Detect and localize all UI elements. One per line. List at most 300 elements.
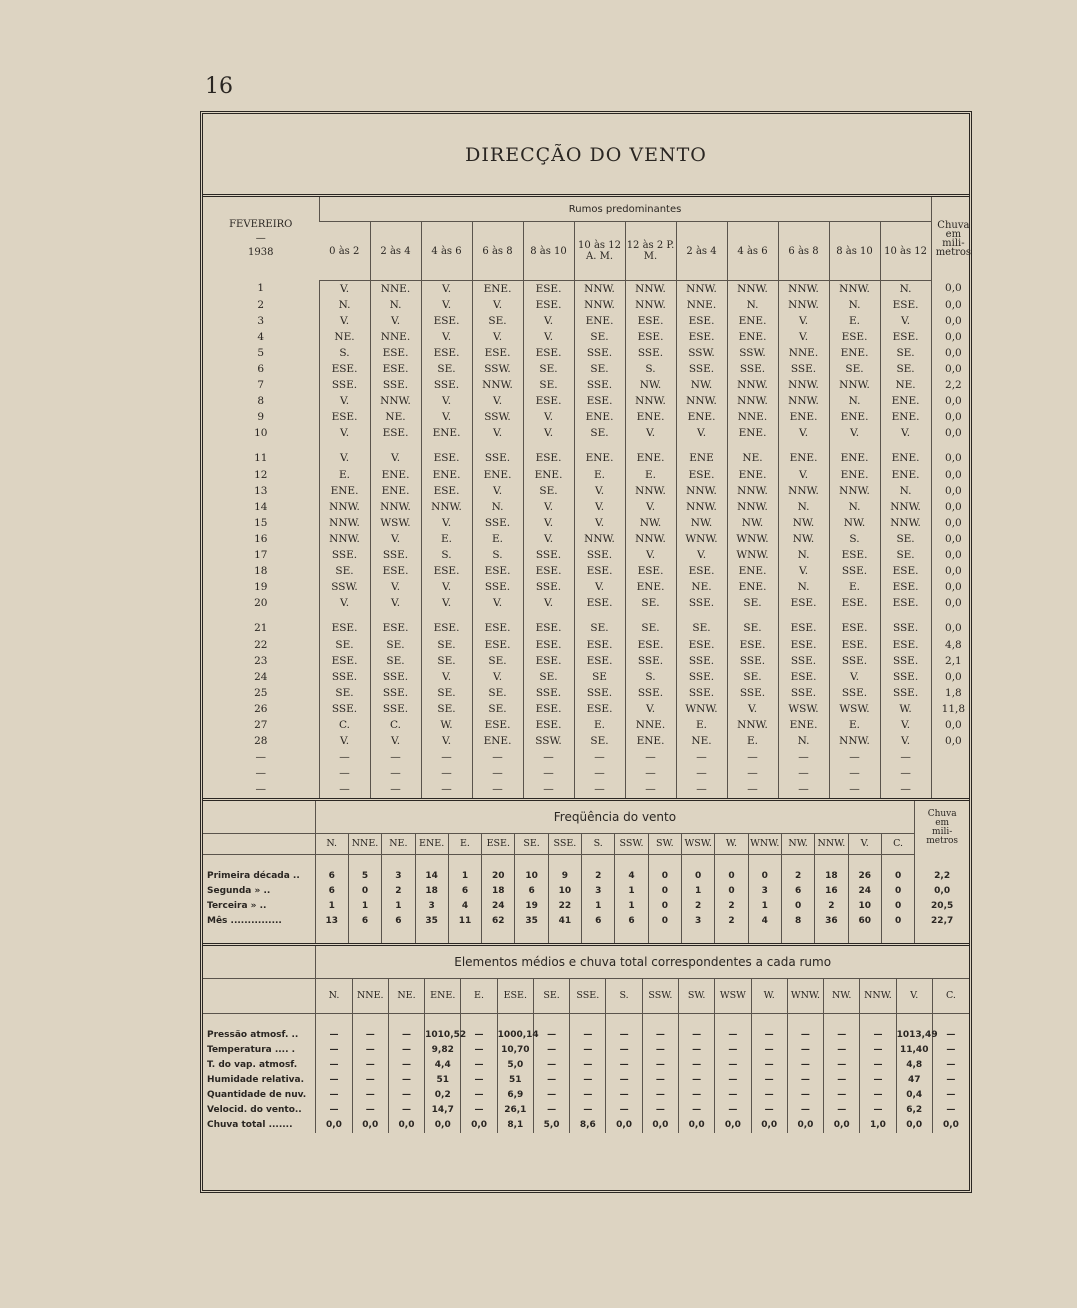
wind-cell: SE. [523, 361, 574, 377]
frequency-col-header: NNW. [815, 833, 848, 854]
frequency-value: 1 [682, 884, 715, 899]
frequency-value: 24 [482, 899, 515, 914]
wind-cell: ESE. [574, 596, 625, 612]
wind-cell: SE. [880, 361, 931, 377]
frequency-value: 0 [682, 869, 715, 884]
wind-cell: SE. [421, 361, 472, 377]
wind-cell: ESE. [778, 637, 829, 653]
elements-value: — [679, 1028, 715, 1043]
wind-cell: SE. [523, 483, 574, 499]
wind-cell: NNW. [319, 531, 370, 547]
frequency-value: 18 [415, 884, 448, 899]
elements-value: — [642, 1043, 678, 1058]
wind-cell: E. [829, 580, 880, 596]
empty-dash: — [574, 782, 625, 798]
day-row [203, 467, 975, 483]
day-number: 28 [254, 735, 268, 748]
wind-cell: SE. [319, 637, 370, 653]
wind-cell: ENE. [880, 451, 931, 467]
elements-value: — [606, 1088, 642, 1103]
wind-cell: ESE. [370, 345, 421, 361]
wind-cell: ESE. [523, 281, 574, 298]
wind-cell: ENE. [727, 329, 778, 345]
wind-cell: ESE. [625, 637, 676, 653]
wind-cell: ESE. [625, 564, 676, 580]
elements-value: — [642, 1103, 678, 1118]
frequency-value: 2 [582, 869, 615, 884]
elements-row [203, 1088, 969, 1103]
wind-cell: E. [421, 531, 472, 547]
elements-table [203, 946, 969, 1133]
rain-cell: 0,0 [931, 734, 975, 750]
frequency-value: 0 [348, 884, 381, 899]
elements-value: — [679, 1058, 715, 1073]
wind-cell: NNE. [778, 345, 829, 361]
elements-col-header: SSE. [570, 978, 606, 1013]
empty-dash: — [625, 782, 676, 798]
frequency-row [203, 914, 969, 929]
frequency-col-header: S. [582, 833, 615, 854]
frequency-value: 2 [682, 899, 715, 914]
frequency-value: 6 [315, 869, 348, 884]
day-number: 21 [254, 622, 268, 635]
day-row [203, 717, 975, 733]
elements-value: — [606, 1058, 642, 1073]
frequency-value: 0 [881, 884, 914, 899]
frequency-value: 0 [648, 869, 681, 884]
elements-value: — [570, 1058, 606, 1073]
wind-cell: SSE. [727, 685, 778, 701]
elements-value: — [388, 1103, 424, 1118]
day-row [203, 580, 975, 596]
frequency-col-header: SW. [648, 833, 681, 854]
frequency-value: 3 [748, 884, 781, 899]
wind-cell: SE. [421, 653, 472, 669]
wind-cell: E. [676, 717, 727, 733]
elements-value: — [860, 1088, 896, 1103]
frequency-value: 6 [348, 914, 381, 929]
frequency-value: 1 [582, 899, 615, 914]
frequency-value: 1 [382, 899, 415, 914]
empty-dash: — [472, 750, 523, 766]
elements-col-header: SW. [679, 978, 715, 1013]
wind-cell: E. [574, 717, 625, 733]
elements-value: — [316, 1028, 352, 1043]
rain-cell: 0,0 [931, 596, 975, 612]
day-number: 20 [254, 597, 268, 610]
elements-value: — [316, 1073, 352, 1088]
wind-cell: E. [472, 531, 523, 547]
wind-cell: S. [472, 548, 523, 564]
empty-dash: — [523, 766, 574, 782]
day-row [203, 281, 975, 298]
wind-cell: C. [319, 717, 370, 733]
elements-value: — [751, 1043, 787, 1058]
wind-cell: N. [778, 548, 829, 564]
wind-cell: SSE. [880, 669, 931, 685]
decade-spacer [203, 442, 975, 451]
frequency-value: 36 [815, 914, 848, 929]
wind-cell: NNW. [778, 394, 829, 410]
wind-cell: V. [880, 734, 931, 750]
rain-cell: 0,0 [931, 515, 975, 531]
wind-cell: V. [319, 426, 370, 442]
empty-dash: — [727, 782, 778, 798]
wind-cell: ESE. [778, 621, 829, 637]
day-number: 25 [254, 686, 268, 699]
wind-cell: SSE. [778, 685, 829, 701]
elements-value: 11,40 [896, 1043, 932, 1058]
elements-value: — [570, 1073, 606, 1088]
wind-cell: ESE. [574, 653, 625, 669]
wind-cell: WNW. [727, 531, 778, 547]
rain-cell: 0,0 [931, 345, 975, 361]
wind-cell: V. [574, 515, 625, 531]
elements-value: — [715, 1043, 751, 1058]
wind-cell: NW. [676, 515, 727, 531]
wind-cell: V. [472, 483, 523, 499]
elements-col-header: NW. [824, 978, 860, 1013]
elements-value: — [715, 1028, 751, 1043]
wind-cell: ESE. [676, 329, 727, 345]
frequency-col-header: N. [315, 833, 348, 854]
wind-cell: V. [421, 297, 472, 313]
day-number: 12 [254, 468, 268, 481]
elements-value: — [461, 1058, 497, 1073]
frequency-value: 0 [715, 869, 748, 884]
wind-cell: V. [523, 499, 574, 515]
day-row [203, 653, 975, 669]
wind-cell: NNW. [727, 483, 778, 499]
frequency-value: 6 [315, 884, 348, 899]
empty-dash: — [880, 750, 931, 766]
wind-cell: V. [625, 426, 676, 442]
frequency-col-header: NE. [382, 833, 415, 854]
wind-cell: E. [727, 734, 778, 750]
elements-value: 0,0 [932, 1118, 969, 1133]
wind-cell: V. [574, 483, 625, 499]
elements-value: — [352, 1073, 388, 1088]
elements-row [203, 1118, 969, 1133]
wind-cell: NNW. [574, 531, 625, 547]
empty-dash: — [421, 750, 472, 766]
wind-cell: NNE. [676, 297, 727, 313]
hour-header: 10 às 12 A. M. [574, 222, 625, 281]
empty-dash: — [778, 750, 829, 766]
wind-cell: V. [778, 313, 829, 329]
wind-cell: SE. [727, 596, 778, 612]
wind-cell: NW. [829, 515, 880, 531]
elements-value: — [787, 1028, 823, 1043]
wind-cell: V. [472, 669, 523, 685]
elements-value: — [860, 1073, 896, 1088]
elements-value: — [787, 1088, 823, 1103]
wind-cell: ESE. [727, 637, 778, 653]
wind-cell: ENE. [880, 410, 931, 426]
day-number: 22 [254, 638, 268, 651]
wind-cell: V. [319, 596, 370, 612]
elements-value: — [533, 1058, 569, 1073]
elements-col-header: SSW. [642, 978, 678, 1013]
frequency-value: 16 [815, 884, 848, 899]
empty-dash: — [676, 750, 727, 766]
wind-cell: N. [370, 297, 421, 313]
wind-cell: SSE. [370, 669, 421, 685]
frequency-row-label: Mês ............... [207, 916, 282, 927]
frequency-row [203, 899, 969, 914]
day-row [203, 701, 975, 717]
wind-cell: SSW. [523, 734, 574, 750]
wind-cell: SSE. [421, 378, 472, 394]
wind-cell: NNW. [727, 281, 778, 298]
elements-value: 6,9 [497, 1088, 533, 1103]
day-row [203, 564, 975, 580]
wind-cell: ESE. [778, 669, 829, 685]
elements-value: — [715, 1058, 751, 1073]
wind-cell: WNW. [676, 531, 727, 547]
frequency-row-label: Primeira década .. [207, 871, 300, 882]
wind-cell: NNW. [676, 499, 727, 515]
day-row [203, 297, 975, 313]
elements-value: 0,0 [642, 1118, 678, 1133]
elements-col-header: W. [751, 978, 787, 1013]
elements-value: — [352, 1058, 388, 1073]
wind-cell: ENE. [625, 580, 676, 596]
elements-value: — [570, 1103, 606, 1118]
empty-dash: — [727, 766, 778, 782]
wind-cell: V. [319, 313, 370, 329]
wind-cell: S. [421, 548, 472, 564]
wind-cell: N. [880, 281, 931, 298]
wind-cell: V. [523, 426, 574, 442]
wind-cell: ESE. [625, 329, 676, 345]
wind-cell: SE. [421, 637, 472, 653]
wind-cell: SSE. [625, 345, 676, 361]
wind-cell: SSW. [472, 410, 523, 426]
hour-header: 10 às 12 [880, 222, 931, 281]
day-number: 26 [254, 702, 268, 715]
wind-cell: ENE. [574, 313, 625, 329]
wind-cell: ESE. [370, 621, 421, 637]
empty-row [203, 750, 975, 766]
empty-dash: — [880, 782, 931, 798]
wind-cell: ESE. [778, 596, 829, 612]
wind-cell: V. [625, 499, 676, 515]
wind-cell: NNW. [574, 297, 625, 313]
elements-value: — [932, 1043, 969, 1058]
elements-value: — [679, 1088, 715, 1103]
frequency-value: 6 [781, 884, 814, 899]
elements-value: — [461, 1088, 497, 1103]
hour-header: 12 às 2 P. M. [625, 222, 676, 281]
frequency-col-header: V. [848, 833, 881, 854]
wind-cell: NNW. [880, 515, 931, 531]
frequency-value: 6 [615, 914, 648, 929]
wind-cell: N. [829, 297, 880, 313]
elements-value: 8,6 [570, 1118, 606, 1133]
wind-cell: SE. [472, 685, 523, 701]
elements-value: — [751, 1028, 787, 1043]
wind-cell: SE. [676, 621, 727, 637]
frequency-value: 3 [582, 884, 615, 899]
frequency-value: 0 [715, 884, 748, 899]
wind-cell: WNW. [727, 548, 778, 564]
wind-cell: ESE. [472, 621, 523, 637]
frequency-value: 3 [415, 899, 448, 914]
empty-dash: — [523, 750, 574, 766]
wind-cell: V. [523, 329, 574, 345]
elements-row-label: Chuva total ....... [207, 1120, 293, 1131]
wind-cell: V. [574, 499, 625, 515]
frequency-value: 41 [548, 914, 581, 929]
wind-cell: V. [370, 313, 421, 329]
wind-cell: V. [370, 580, 421, 596]
hour-header: 6 às 8 [472, 222, 523, 281]
wind-cell: ESE. [523, 653, 574, 669]
frequency-value: 10 [848, 899, 881, 914]
elements-value: — [570, 1088, 606, 1103]
rain-cell: 0,0 [931, 580, 975, 596]
elements-value: — [824, 1058, 860, 1073]
rain-cell: 0,0 [931, 717, 975, 733]
elements-value: 0,0 [824, 1118, 860, 1133]
empty-dash: — [676, 782, 727, 798]
wind-direction-main-table [203, 197, 975, 798]
elements-value: — [860, 1103, 896, 1118]
wind-cell: V. [472, 329, 523, 345]
elements-value: 1010,52 [425, 1028, 461, 1043]
wind-cell: NE. [880, 378, 931, 394]
elements-value: — [388, 1088, 424, 1103]
wind-cell: SSE. [574, 685, 625, 701]
wind-cell: SE. [574, 361, 625, 377]
empty-row [203, 766, 975, 782]
hour-header: 8 às 10 [829, 222, 880, 281]
wind-cell: NNW. [727, 394, 778, 410]
frequency-value: 6 [382, 914, 415, 929]
month-header: FEVEREIRO — 1938 [229, 218, 293, 258]
wind-cell: SSE. [574, 345, 625, 361]
day-row [203, 548, 975, 564]
wind-cell: E. [829, 313, 880, 329]
empty-dash: — [370, 750, 421, 766]
elements-section [203, 943, 969, 1133]
elements-col-header: ENE. [425, 978, 461, 1013]
wind-cell: ESE. [319, 410, 370, 426]
day-number: 14 [254, 500, 268, 513]
elements-value: 0,0 [606, 1118, 642, 1133]
wind-cell: ESE. [880, 637, 931, 653]
frequency-value: 1 [348, 899, 381, 914]
wind-cell: NNW. [676, 394, 727, 410]
wind-cell: ESE. [523, 451, 574, 467]
elements-value: — [787, 1043, 823, 1058]
elements-row [203, 1043, 969, 1058]
elements-row-label: T. do vap. atmosf. [207, 1060, 298, 1071]
elements-value: — [824, 1028, 860, 1043]
wind-cell: NNW. [625, 394, 676, 410]
frequency-section [203, 798, 969, 943]
elements-col-header: NE. [388, 978, 424, 1013]
wind-cell: SSW. [676, 345, 727, 361]
wind-cell: SE [574, 669, 625, 685]
wind-cell: ESE. [676, 637, 727, 653]
rain-cell: 0,0 [931, 281, 975, 298]
wind-cell: ESE. [421, 483, 472, 499]
frequency-value: 22 [548, 899, 581, 914]
elements-value: 4,8 [896, 1058, 932, 1073]
frequency-value: 18 [482, 884, 515, 899]
wind-cell: SSE. [727, 653, 778, 669]
wind-cell: WNW. [676, 701, 727, 717]
elements-col-header: WSW [715, 978, 751, 1013]
wind-cell: SSE. [370, 701, 421, 717]
wind-cell: WSW. [778, 701, 829, 717]
wind-cell: SE. [319, 564, 370, 580]
elements-col-header: E. [461, 978, 497, 1013]
wind-cell: SSE. [523, 685, 574, 701]
wind-cell: ESE. [676, 564, 727, 580]
day-row [203, 596, 975, 612]
wind-cell: V. [880, 313, 931, 329]
wind-cell: ESE. [472, 564, 523, 580]
elements-value: — [461, 1043, 497, 1058]
elements-value: — [642, 1028, 678, 1043]
wind-cell: ENE. [778, 451, 829, 467]
elements-value: — [352, 1103, 388, 1118]
day-row [203, 361, 975, 377]
wind-cell: SSE. [319, 548, 370, 564]
wind-cell: NNW. [829, 483, 880, 499]
wind-cell: V. [625, 701, 676, 717]
elements-row [203, 1028, 969, 1043]
wind-cell: SE. [727, 669, 778, 685]
elements-value: 10,70 [497, 1043, 533, 1058]
frequency-value: 6 [582, 914, 615, 929]
wind-cell: SSE. [319, 669, 370, 685]
frequency-value: 1 [315, 899, 348, 914]
frequency-value: 5 [348, 869, 381, 884]
elements-value: — [679, 1043, 715, 1058]
empty-dash: — [625, 766, 676, 782]
elements-value: 51 [425, 1073, 461, 1088]
wind-cell: NE. [727, 451, 778, 467]
frequency-value: 3 [682, 914, 715, 929]
elements-value: — [388, 1058, 424, 1073]
day-number: 17 [254, 549, 268, 562]
elements-value: — [533, 1073, 569, 1088]
rain-cell: 0,0 [931, 329, 975, 345]
wind-cell: N. [880, 483, 931, 499]
wind-cell: E. [574, 467, 625, 483]
rain-cell: 0,0 [931, 548, 975, 564]
day-number: 5 [257, 346, 265, 359]
wind-cell: NNW. [370, 499, 421, 515]
elements-value: 8,1 [497, 1118, 533, 1133]
wind-cell: ESE. [319, 653, 370, 669]
empty-dash: — [676, 766, 727, 782]
rain-cell: 11,8 [931, 701, 975, 717]
elements-value: — [932, 1058, 969, 1073]
wind-cell: V. [472, 426, 523, 442]
wind-cell: ESE. [880, 580, 931, 596]
wind-cell: N. [472, 499, 523, 515]
wind-cell: N. [319, 297, 370, 313]
empty-dash: — [829, 766, 880, 782]
wind-cell: ESE. [574, 564, 625, 580]
wind-cell: V. [421, 515, 472, 531]
frequency-value: 2 [715, 914, 748, 929]
